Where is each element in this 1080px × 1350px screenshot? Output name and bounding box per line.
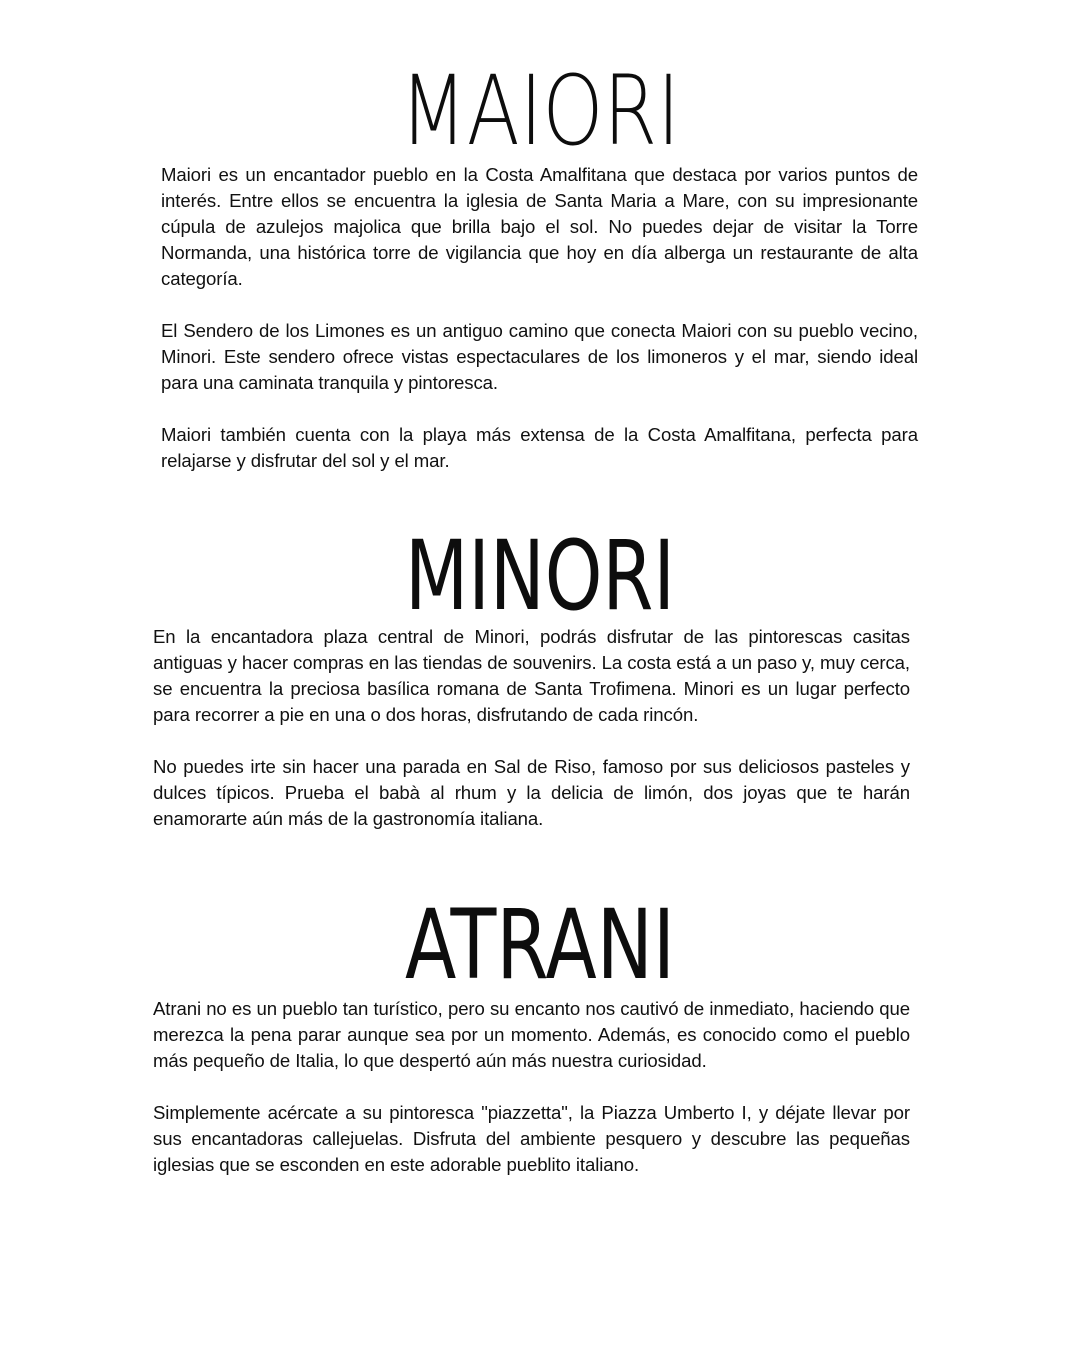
paragraph: No puedes irte sin hacer una parada en Sal de Riso, famoso por sus deliciosos pasteles y dulces típicos. Prueba el babà al rhum y la delicia de limón, dos joyas que te harán enamorarte aún más de la gastronomía italiana. xyxy=(153,756,910,829)
section-body-minori xyxy=(153,624,910,832)
title-text: ATRANI xyxy=(404,889,675,1001)
paragraph: Maiori también cuenta con la playa más extensa de la Costa Amalfitana, perfecta para relajarse y disfrutar del sol y el mar. xyxy=(161,424,918,471)
title-text: MINORI xyxy=(404,520,675,632)
paragraph: El Sendero de los Limones es un antiguo camino que conecta Maiori con su pueblo vecino, Minori. Este sendero ofrece vistas espectaculares de los limoneros y el mar, siendo ideal para una caminata tranquila y pintoresca. xyxy=(161,320,918,393)
title-text: MAIORI xyxy=(400,55,680,167)
section-title-minori xyxy=(0,520,1080,632)
section-title-maiori xyxy=(0,55,1080,167)
section-body-atrani xyxy=(153,996,910,1178)
section-body-maiori xyxy=(161,162,918,474)
paragraph: Atrani no es un pueblo tan turístico, pero su encanto nos cautivó de inmediato, haciendo que merezca la pena parar aunque sea por un momento. Además, es conocido como el pueblo más pequeño de Italia, lo que despertó aún más nuestra curiosidad. xyxy=(153,998,910,1071)
paragraph: Maiori es un encantador pueblo en la Costa Amalfitana que destaca por varios puntos de interés. Entre ellos se encuentra la iglesia de Santa Maria a Mare, con su impresionante cúpula de azulejos majolica que brilla bajo el sol. No puedes dejar de visitar la Torre Normanda, una histórica torre de vigilancia que hoy en día alberga un restaurante de alta categoría. xyxy=(161,164,918,289)
paragraph: En la encantadora plaza central de Minori, podrás disfrutar de las pintorescas casitas antiguas y hacer compras en las tiendas de souvenirs. La costa está a un paso y, muy cerca, se encuentra la preciosa basílica romana de Santa Trofimena. Minori es un lugar perfecto para recorrer a pie en una o dos horas, disfrutando de cada rincón. xyxy=(153,626,910,725)
paragraph: Simplemente acércate a su pintoresca "piazzetta", la Piazza Umberto I, y déjate llevar por sus encantadoras callejuelas. Disfruta del ambiente pesquero y descubre las pequeñas iglesias que se esconden en este adorable pueblito italiano. xyxy=(153,1102,910,1175)
section-title-atrani xyxy=(0,889,1080,1001)
